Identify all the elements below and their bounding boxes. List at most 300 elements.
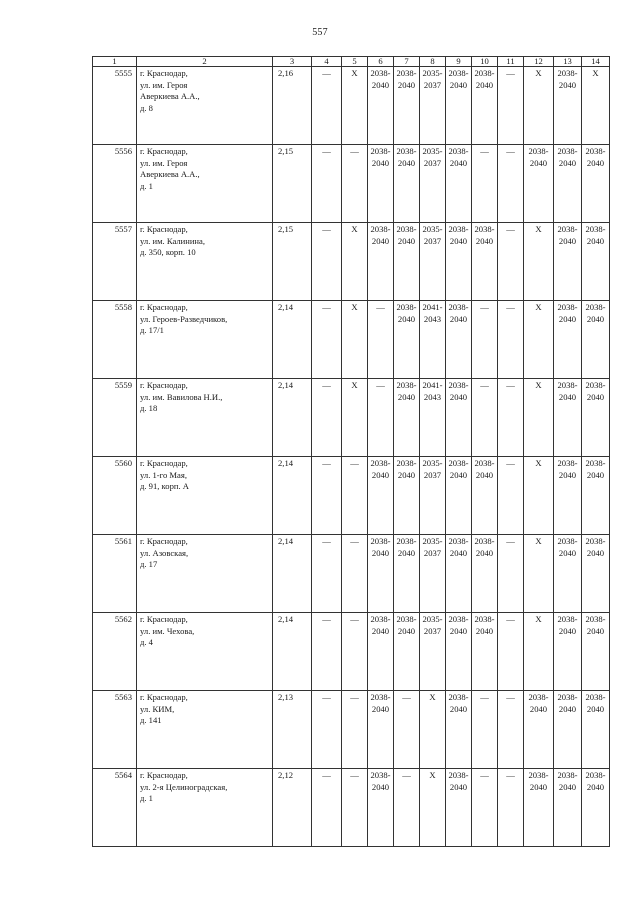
- address-cell: [137, 301, 273, 379]
- period-value: —: [322, 224, 331, 234]
- period-cell: [394, 535, 420, 613]
- address-line: г. Краснодар,: [140, 536, 188, 546]
- address-line: г. Краснодар,: [140, 224, 188, 234]
- period-cell: [524, 457, 554, 535]
- period-cell: [498, 145, 524, 223]
- period-cell: [582, 769, 610, 847]
- period-cell: [420, 379, 446, 457]
- period-value: 2038- 2040: [448, 68, 469, 90]
- address-line: ул. Героев-Разведчиков,: [140, 313, 228, 324]
- period-cell: [446, 769, 472, 847]
- period-value: —: [350, 614, 359, 624]
- column-header: 3: [273, 57, 312, 67]
- address-line: ул. им. Героя: [140, 157, 188, 168]
- period-value: —: [506, 458, 515, 468]
- period-value: —: [322, 68, 331, 78]
- period-value: 2038- 2040: [585, 770, 606, 792]
- address-line: ул. им. Чехова,: [140, 625, 195, 636]
- period-value: X: [351, 302, 358, 312]
- period-cell: [498, 223, 524, 301]
- table-row: [93, 67, 610, 145]
- row-number: 5555: [93, 67, 137, 145]
- period-cell: [472, 67, 498, 145]
- period-value: X: [429, 770, 436, 780]
- period-value: 2038- 2040: [585, 224, 606, 246]
- period-cell: [582, 301, 610, 379]
- period-cell: [342, 613, 368, 691]
- address-line: г. Краснодар,: [140, 770, 188, 780]
- period-value: 2038- 2040: [448, 770, 469, 792]
- period-cell: [472, 301, 498, 379]
- value-cell: 2,14: [273, 535, 312, 613]
- period-cell: [582, 145, 610, 223]
- period-value: 2035- 2037: [422, 614, 443, 636]
- period-cell: [312, 613, 342, 691]
- table-row: [93, 691, 610, 769]
- period-cell: [472, 769, 498, 847]
- period-cell: [554, 379, 582, 457]
- period-cell: [446, 691, 472, 769]
- value-cell: 2,14: [273, 613, 312, 691]
- address-line: г. Краснодар,: [140, 458, 188, 468]
- table-header: [93, 57, 610, 67]
- address-line: г. Краснодар,: [140, 692, 188, 702]
- table-row: [93, 457, 610, 535]
- period-cell: [420, 613, 446, 691]
- row-number: 5556: [93, 145, 137, 223]
- address-cell: [137, 223, 273, 301]
- period-value: 2038- 2040: [448, 146, 469, 168]
- period-cell: [446, 457, 472, 535]
- period-value: 2038- 2040: [448, 380, 469, 402]
- period-cell: [420, 691, 446, 769]
- period-value: 2038- 2040: [557, 692, 578, 714]
- period-cell: [420, 145, 446, 223]
- period-cell: [312, 535, 342, 613]
- column-header: 9: [446, 57, 472, 67]
- period-cell: [554, 67, 582, 145]
- period-value: X: [592, 68, 599, 78]
- period-cell: [524, 223, 554, 301]
- period-value: 2038- 2040: [396, 68, 417, 90]
- period-cell: [368, 691, 394, 769]
- period-cell: [582, 379, 610, 457]
- period-value: 2038- 2040: [528, 146, 549, 168]
- row-number: 5560: [93, 457, 137, 535]
- address-line: д. 4: [140, 637, 153, 648]
- period-value: 2038- 2040: [585, 380, 606, 402]
- period-cell: [524, 535, 554, 613]
- period-cell: [582, 535, 610, 613]
- period-cell: [420, 535, 446, 613]
- period-value: 2038- 2040: [557, 770, 578, 792]
- period-cell: [524, 613, 554, 691]
- value-cell: 2,15: [273, 223, 312, 301]
- period-value: X: [429, 692, 436, 702]
- column-header: 10: [472, 57, 498, 67]
- period-value: X: [351, 380, 358, 390]
- value-cell: 2,14: [273, 301, 312, 379]
- period-cell: [312, 223, 342, 301]
- period-value: —: [350, 458, 359, 468]
- period-value: 2038- 2040: [370, 68, 391, 90]
- period-value: —: [402, 692, 411, 702]
- period-value: —: [506, 770, 515, 780]
- period-value: —: [506, 614, 515, 624]
- period-cell: [582, 223, 610, 301]
- period-cell: [368, 457, 394, 535]
- row-number: 5561: [93, 535, 137, 613]
- table-row: [93, 301, 610, 379]
- period-cell: [312, 769, 342, 847]
- period-cell: [472, 145, 498, 223]
- column-header: 8: [420, 57, 446, 67]
- period-value: X: [535, 68, 542, 78]
- period-value: —: [480, 692, 489, 702]
- row-number: 5558: [93, 301, 137, 379]
- period-value: —: [350, 770, 359, 780]
- period-cell: [394, 769, 420, 847]
- address-line: д. 17/1: [140, 325, 164, 336]
- column-header: 12: [524, 57, 554, 67]
- period-cell: [394, 145, 420, 223]
- period-value: 2038- 2040: [585, 692, 606, 714]
- period-value: 2038- 2040: [448, 692, 469, 714]
- period-cell: [394, 379, 420, 457]
- period-value: —: [402, 770, 411, 780]
- period-cell: [312, 67, 342, 145]
- period-cell: [498, 301, 524, 379]
- period-value: X: [535, 614, 542, 624]
- row-number: 5557: [93, 223, 137, 301]
- period-cell: [472, 223, 498, 301]
- table-row: [93, 769, 610, 847]
- period-value: X: [535, 380, 542, 390]
- address-line: ул. им. Вавилова Н.И.,: [140, 391, 223, 402]
- column-header: 2: [137, 57, 273, 67]
- period-cell: [420, 223, 446, 301]
- address-line: ул. им. Калинина,: [140, 235, 205, 246]
- address-cell: [137, 535, 273, 613]
- period-value: 2035- 2037: [422, 224, 443, 246]
- period-value: X: [535, 536, 542, 546]
- period-cell: [420, 457, 446, 535]
- period-cell: [342, 67, 368, 145]
- period-value: 2038- 2040: [474, 536, 495, 558]
- period-cell: [342, 379, 368, 457]
- period-cell: [498, 769, 524, 847]
- period-cell: [312, 301, 342, 379]
- period-cell: [368, 223, 394, 301]
- period-value: 2038- 2040: [396, 380, 417, 402]
- column-header: 6: [368, 57, 394, 67]
- period-value: 2038- 2040: [585, 302, 606, 324]
- period-cell: [312, 145, 342, 223]
- period-value: 2035- 2037: [422, 458, 443, 480]
- column-header: 13: [554, 57, 582, 67]
- period-value: —: [480, 302, 489, 312]
- period-cell: [420, 301, 446, 379]
- period-value: 2038- 2040: [528, 770, 549, 792]
- period-value: 2038- 2040: [370, 692, 391, 714]
- period-cell: [446, 301, 472, 379]
- address-cell: [137, 145, 273, 223]
- column-header: 5: [342, 57, 368, 67]
- period-cell: [312, 691, 342, 769]
- period-cell: [554, 457, 582, 535]
- address-cell: [137, 457, 273, 535]
- period-value: —: [350, 536, 359, 546]
- address-cell: [137, 67, 273, 145]
- period-cell: [446, 379, 472, 457]
- period-cell: [368, 769, 394, 847]
- period-value: 2038- 2040: [557, 302, 578, 324]
- period-value: —: [506, 536, 515, 546]
- period-value: —: [350, 146, 359, 156]
- address-line: д. 1: [140, 180, 153, 191]
- value-cell: 2,15: [273, 145, 312, 223]
- period-cell: [368, 145, 394, 223]
- period-value: 2038- 2040: [474, 614, 495, 636]
- period-cell: [582, 691, 610, 769]
- table-row: [93, 379, 610, 457]
- period-value: 2038- 2040: [396, 302, 417, 324]
- address-line: г. Краснодар,: [140, 614, 188, 624]
- period-value: —: [506, 380, 515, 390]
- period-value: —: [480, 380, 489, 390]
- address-line: Аверкиева А.А.,: [140, 169, 200, 180]
- period-cell: [342, 457, 368, 535]
- period-value: 2035- 2037: [422, 146, 443, 168]
- period-cell: [524, 769, 554, 847]
- period-cell: [394, 457, 420, 535]
- period-cell: [342, 691, 368, 769]
- table-row: [93, 613, 610, 691]
- address-line: г. Краснодар,: [140, 146, 188, 156]
- period-value: 2038- 2040: [448, 458, 469, 480]
- period-value: 2038- 2040: [557, 458, 578, 480]
- period-cell: [524, 691, 554, 769]
- period-cell: [342, 145, 368, 223]
- period-cell: [554, 301, 582, 379]
- address-line: ул. им. Героя: [140, 79, 188, 90]
- table-row: [93, 223, 610, 301]
- period-cell: [498, 457, 524, 535]
- period-cell: [368, 535, 394, 613]
- period-value: 2038- 2040: [474, 458, 495, 480]
- period-value: —: [480, 146, 489, 156]
- period-value: 2038- 2040: [585, 536, 606, 558]
- value-cell: 2,13: [273, 691, 312, 769]
- period-value: 2038- 2040: [448, 536, 469, 558]
- period-value: X: [351, 68, 358, 78]
- period-value: 2038- 2040: [557, 68, 578, 90]
- period-value: X: [535, 302, 542, 312]
- period-cell: [394, 613, 420, 691]
- period-cell: [498, 613, 524, 691]
- address-cell: [137, 613, 273, 691]
- address-line: ул. Азовская,: [140, 547, 189, 558]
- address-line: д. 1: [140, 793, 153, 804]
- address-line: г. Краснодар,: [140, 302, 188, 312]
- period-value: —: [322, 770, 331, 780]
- column-header: 14: [582, 57, 610, 67]
- period-cell: [342, 301, 368, 379]
- period-value: 2038- 2040: [370, 224, 391, 246]
- period-cell: [394, 67, 420, 145]
- period-value: 2038- 2040: [528, 692, 549, 714]
- period-value: 2038- 2040: [557, 380, 578, 402]
- period-value: —: [322, 614, 331, 624]
- period-cell: [342, 769, 368, 847]
- period-cell: [446, 145, 472, 223]
- period-value: 2038- 2040: [557, 146, 578, 168]
- period-value: 2041- 2043: [422, 302, 443, 324]
- table-row: [93, 145, 610, 223]
- row-number: 5564: [93, 769, 137, 847]
- period-cell: [498, 67, 524, 145]
- period-cell: [394, 223, 420, 301]
- period-cell: [446, 535, 472, 613]
- period-value: —: [376, 380, 385, 390]
- period-value: —: [322, 458, 331, 468]
- table-body: [93, 67, 610, 847]
- period-value: 2038- 2040: [370, 770, 391, 792]
- period-cell: [554, 223, 582, 301]
- period-value: 2038- 2040: [557, 224, 578, 246]
- period-cell: [582, 613, 610, 691]
- period-value: —: [506, 146, 515, 156]
- row-number: 5559: [93, 379, 137, 457]
- period-cell: [524, 379, 554, 457]
- row-number: 5563: [93, 691, 137, 769]
- period-cell: [498, 535, 524, 613]
- address-line: г. Краснодар,: [140, 380, 188, 390]
- period-cell: [368, 67, 394, 145]
- period-value: —: [506, 302, 515, 312]
- period-cell: [582, 457, 610, 535]
- page-number: 557: [312, 27, 328, 38]
- period-cell: [498, 379, 524, 457]
- column-header: 7: [394, 57, 420, 67]
- period-cell: [394, 301, 420, 379]
- column-header: 1: [93, 57, 137, 67]
- period-value: —: [322, 692, 331, 702]
- period-value: —: [506, 692, 515, 702]
- address-cell: [137, 379, 273, 457]
- period-cell: [472, 613, 498, 691]
- period-cell: [312, 379, 342, 457]
- period-cell: [554, 145, 582, 223]
- period-cell: [554, 613, 582, 691]
- period-value: 2038- 2040: [370, 614, 391, 636]
- period-cell: [554, 691, 582, 769]
- period-value: 2038- 2040: [396, 224, 417, 246]
- period-value: 2038- 2040: [396, 146, 417, 168]
- period-value: X: [535, 458, 542, 468]
- period-cell: [524, 67, 554, 145]
- period-value: X: [351, 224, 358, 234]
- address-line: ул. 2-я Целиноградская,: [140, 781, 228, 792]
- period-value: 2041- 2043: [422, 380, 443, 402]
- address-line: ул. 1-го Мая,: [140, 469, 187, 480]
- period-cell: [342, 535, 368, 613]
- period-cell: [472, 535, 498, 613]
- period-cell: [582, 67, 610, 145]
- period-value: —: [350, 692, 359, 702]
- period-value: 2038- 2040: [370, 146, 391, 168]
- period-value: 2038- 2040: [585, 614, 606, 636]
- value-cell: 2,14: [273, 379, 312, 457]
- column-header: 4: [312, 57, 342, 67]
- period-cell: [524, 145, 554, 223]
- address-line: Аверкиева А.А.,: [140, 91, 200, 102]
- data-table: [92, 56, 610, 847]
- period-value: 2038- 2040: [585, 458, 606, 480]
- row-number: 5562: [93, 613, 137, 691]
- period-value: —: [322, 302, 331, 312]
- period-value: 2038- 2040: [585, 146, 606, 168]
- period-value: 2038- 2040: [448, 302, 469, 324]
- period-cell: [312, 457, 342, 535]
- period-value: —: [506, 224, 515, 234]
- period-cell: [368, 379, 394, 457]
- period-value: 2035- 2037: [422, 68, 443, 90]
- period-cell: [420, 67, 446, 145]
- period-value: 2038- 2040: [396, 614, 417, 636]
- period-value: —: [322, 536, 331, 546]
- period-cell: [446, 223, 472, 301]
- period-cell: [524, 301, 554, 379]
- period-cell: [472, 457, 498, 535]
- period-cell: [498, 691, 524, 769]
- address-line: г. Краснодар,: [140, 68, 188, 78]
- period-value: —: [322, 380, 331, 390]
- period-value: X: [535, 224, 542, 234]
- period-cell: [446, 613, 472, 691]
- period-value: 2035- 2037: [422, 536, 443, 558]
- address-line: ул. КИМ,: [140, 703, 175, 714]
- period-value: —: [322, 146, 331, 156]
- period-cell: [472, 691, 498, 769]
- period-value: —: [480, 770, 489, 780]
- table-row: [93, 535, 610, 613]
- address-line: д. 8: [140, 102, 153, 113]
- period-value: —: [506, 68, 515, 78]
- value-cell: 2,14: [273, 457, 312, 535]
- period-cell: [342, 223, 368, 301]
- period-cell: [394, 691, 420, 769]
- value-cell: 2,16: [273, 67, 312, 145]
- period-value: 2038- 2040: [396, 536, 417, 558]
- period-cell: [368, 613, 394, 691]
- address-cell: [137, 691, 273, 769]
- period-value: 2038- 2040: [448, 614, 469, 636]
- period-cell: [472, 379, 498, 457]
- period-value: 2038- 2040: [370, 458, 391, 480]
- period-cell: [446, 67, 472, 145]
- period-cell: [420, 769, 446, 847]
- period-cell: [368, 301, 394, 379]
- address-cell: [137, 769, 273, 847]
- period-cell: [554, 535, 582, 613]
- period-value: 2038- 2040: [396, 458, 417, 480]
- address-line: д. 141: [140, 715, 162, 726]
- period-value: 2038- 2040: [557, 614, 578, 636]
- period-value: 2038- 2040: [557, 536, 578, 558]
- period-value: 2038- 2040: [474, 224, 495, 246]
- period-value: 2038- 2040: [448, 224, 469, 246]
